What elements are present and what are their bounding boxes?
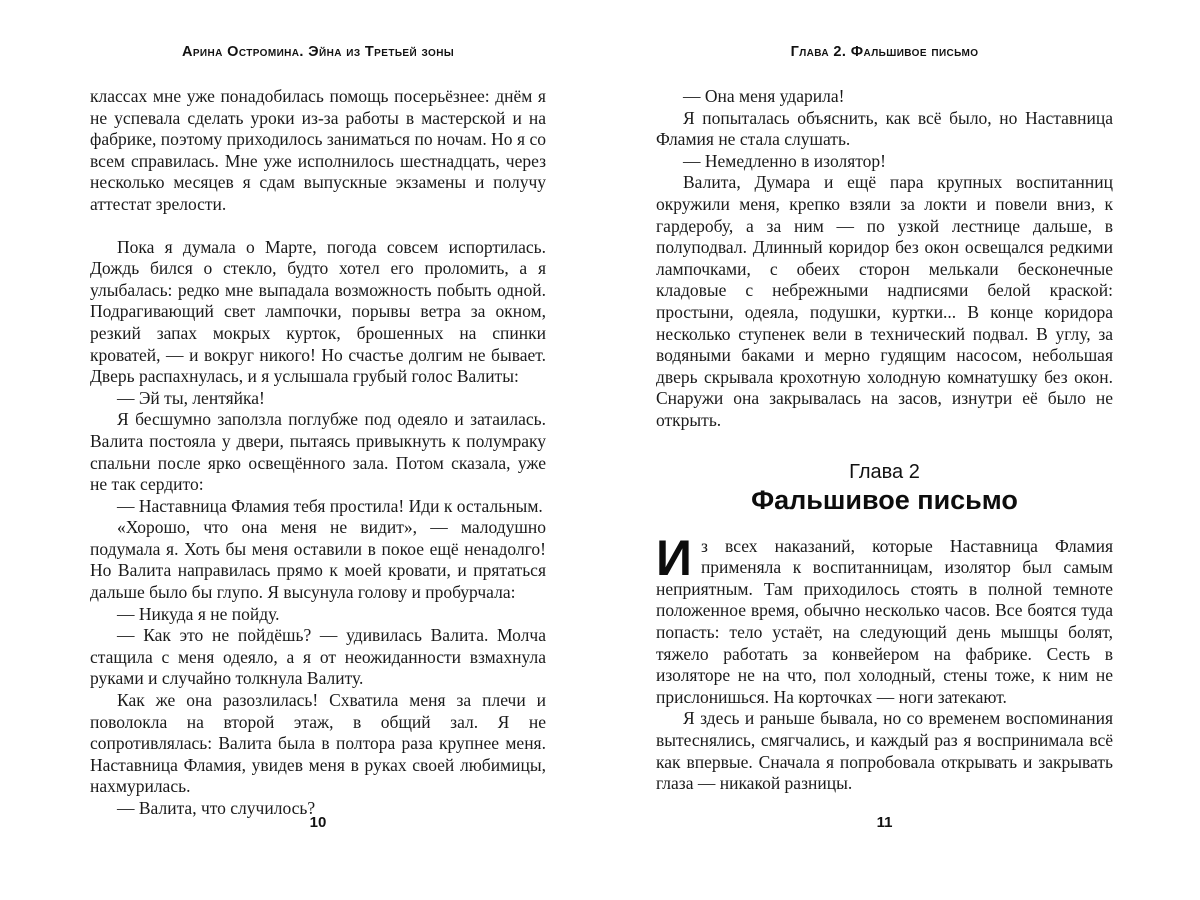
paragraph: — Немедленно в изолятор!: [683, 150, 887, 171]
chapter-title: Фальшивое письмо: [751, 485, 1018, 516]
paragraph: Я попыталась объяснить, как всё было, но Наставница Фламия не стала слушать.: [656, 107, 1113, 150]
left-running-header: [90, 44, 546, 60]
paragraph: классах мне уже понадобилась помощь посерьёзнее: днём я не успевала сделать уроки из-за работы в мастерской и на фабрике, поэтому приходилось заниматься по ночам. Но я со всем справилась. Мне уже исполнилось шестнадцать, через несколько месяцев я сдам выпускные экзамены и получу аттестат зрелости.: [90, 86, 546, 214]
paragraph: — Как это не пойдёшь? — удивилась Валита. Молча стащила с меня одеяло, а я от неожиданности взмахнула руками и случайно толкнула Валиту.: [90, 625, 546, 689]
right-header-chapter: Глава 2.: [790, 44, 851, 60]
paragraph: Как же она разозлилась! Схватила меня за плечи и поволокла на второй этаж, в общий зал. Я не сопротивлялась: Валита была в полтора раза крупнее меня. Наставница Фламия, увидев меня в руках своей любимицы, нахмурилась.: [90, 690, 546, 797]
right-page-number: 11: [876, 814, 893, 831]
paragraph: — Эй ты, лентяйка!: [117, 387, 265, 408]
right-page: [656, 0, 1113, 900]
left-page: [90, 0, 546, 900]
paragraph: — Наставница Фламия тебя простила! Иди к остальным.: [117, 495, 543, 516]
right-page-body: [656, 86, 1113, 795]
dropcap-paragraph-text: з всех наказаний, которые Наставница Фламия применяла к воспитанницам, изолятор был самым неприятным. Там приходилось стоять в полной темноте положенное время, обычно несколько часов. Все боятся туда попасть: тело устаёт, на следующий день мышцы болят, тяжело работать за конвейером на фабрике. Сесть в изоляторе не на что, пол холодный, стены тоже, к ним не прислонишься. На корточках — ноги затекают.: [656, 535, 1113, 707]
paragraph: Я здесь и раньше бывала, но со временем воспоминания вытеснялись, смягчались, и каждый раз я воспринимала всё как впервые. Сначала я попробовала открывать и закрывать глаза — никакой разницы.: [656, 708, 1113, 794]
chapter-kicker: Глава 2: [849, 460, 920, 483]
chapter-heading: [656, 460, 1113, 516]
left-page-body: [90, 86, 546, 820]
dropcap-letter: И: [656, 529, 692, 586]
paragraph: Пока я думала о Марте, погода совсем испортилась. Дождь бился о стекло, будто хотел его проломить, а я улыбалась: редко мне выпадала возможность побыть одной. Подрагивающий свет лампочки, порывы ветра за окном, резкий запах мокрых курток, брошенных на спинки кроватей, — и вокруг никого! Но счастье долгим не бывает. Дверь распахнулась, и я услышала грубый голос Валиты:: [90, 236, 546, 387]
right-running-header: [656, 44, 1113, 60]
paragraph: — Она меня ударила!: [683, 86, 845, 106]
left-header-author: Арина Остромина.: [181, 44, 309, 60]
paragraph: Валита, Думара и ещё пара крупных воспитанниц окружили меня, крепко взяли за локти и повели вниз, к гардеробу, а за ним — по узкой лестнице дальше, в полуподвал. Длинный коридор без окон освещался редкими лампочками, с обеих сторон мелькали бесконечные кладовые с небрежными надписями белой краской: простыни, одеяла, подушки, куртки... В конце коридора несколько ступенек вели в технический подвал. В углу, за водяными баками и мерно гудящим насосом, небольшая дверь скрывала крохотную холодную комнатушку без окон. Снаружи она закрывалась на засов, изнутри её было не открыть.: [656, 172, 1113, 430]
left-header-book-title: Эйна из Третьей зоны: [308, 44, 455, 60]
right-header-chapter-title: Фальшивое письмо: [850, 44, 979, 60]
paragraph: Я бесшумно заползла поглубже под одеяло и затаилась. Валита постояла у двери, пытаясь привыкнуть к полумраку спальни после ярко освещённого зала. Потом сказала, уже не так сердито:: [90, 409, 546, 495]
left-page-number: 10: [309, 814, 327, 831]
dropcap-paragraph: [656, 529, 1113, 709]
paragraph: — Валита, что случилось?: [117, 798, 316, 818]
paragraph: «Хорошо, что она меня не видит», — малодушно подумала я. Хоть бы меня оставили в покое ещё ненадолго! Но Валита направилась прямо к моей кровати, и прятаться дальше было бы глупо. Я высунула голову и пробурчала:: [90, 517, 546, 603]
paragraph: — Никуда я не пойду.: [117, 603, 280, 624]
